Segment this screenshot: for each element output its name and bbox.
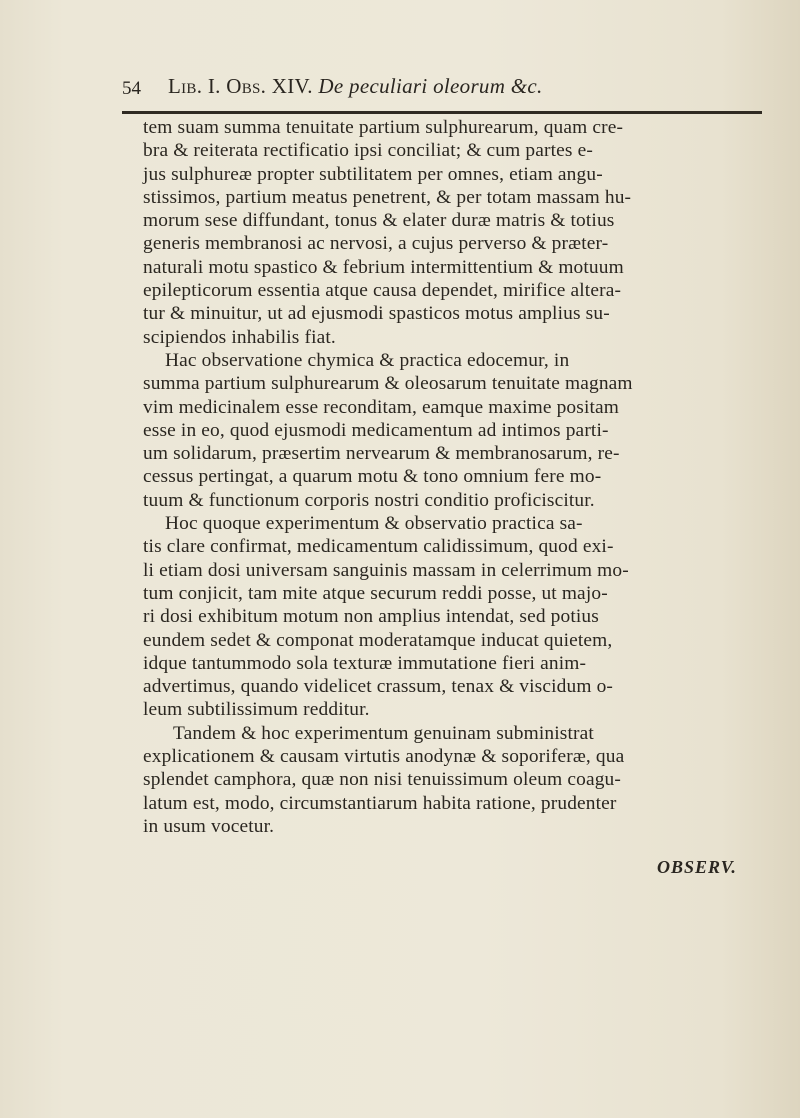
text-line: tis clare confirmat, medicamentum calidissimum, quod exi-: [143, 536, 614, 558]
text-line: tur & minuitur, ut ad ejusmodi spasticos motus amplius su-: [143, 303, 610, 325]
text-line: explicationem & causam virtutis anodynæ & soporiferæ, qua: [143, 746, 625, 768]
page-number: 54: [122, 78, 141, 99]
text-line: vim medicinalem esse reconditam, eamque maxime positam: [143, 396, 620, 418]
text-line: scipiendos inhabilis fiat.: [143, 326, 336, 348]
text-line: epilepticorum essentia atque causa dependet, mirifice altera-: [143, 280, 622, 302]
text-line: um solidarum, præsertim nervearum & membranosarum, re-: [143, 443, 620, 465]
text-line: in usum vocetur.: [143, 815, 275, 837]
running-header: [122, 74, 762, 108]
running-title: [168, 74, 543, 99]
text-line: jus sulphureæ propter subtilitatem per omnes, etiam angu-: [143, 163, 603, 185]
text-line: advertimus, quando videlicet crassum, tenax & viscidum o-: [143, 676, 614, 698]
observation-number: Obs. XIV.: [226, 74, 313, 98]
paragraph-start-line: Hac observatione chymica & practica edocemur, in: [165, 349, 570, 371]
paragraph-start-line: Hoc quoque experimentum & observatio practica sa-: [165, 513, 583, 535]
text-line: stissimos, partium meatus penetrent, & per totam massam hu-: [143, 186, 632, 208]
text-line: li etiam dosi universam sanguinis massam in celerrimum mo-: [143, 559, 629, 581]
text-line: latum est, modo, circumstantiarum habita ratione, prudenter: [143, 792, 617, 814]
paragraph-start-line: Tandem & hoc experimentum genuinam subministrat: [173, 722, 594, 744]
text-line: morum sese diffundant, tonus & elater duræ matris & totius: [143, 210, 615, 232]
text-line: splendet camphora, quæ non nisi tenuissimum oleum coagu-: [143, 769, 622, 791]
book-number: Lib. I.: [168, 74, 221, 98]
text-line: cessus pertingat, a quarum motu & tono omnium fere mo-: [143, 466, 602, 488]
text-line: tuum & functionum corporis nostri conditio proficiscitur.: [143, 489, 595, 511]
text-line: leum subtilissimum redditur.: [143, 699, 370, 721]
text-line: summa partium sulphurearum & oleosarum tenuitate magnam: [143, 373, 633, 395]
text-line: ri dosi exhibitum motum non amplius intendat, sed potius: [143, 606, 599, 628]
catchword: OBSERV.: [657, 857, 737, 877]
header-rule: [122, 111, 762, 114]
chapter-title: De peculiari oleorum &c.: [318, 74, 543, 98]
text-line: generis membranosi ac nervosi, a cujus perverso & præter-: [143, 233, 609, 255]
text-line: eundem sedet & componat moderatamque inducat quietem,: [143, 629, 613, 651]
text-line: idque tantummodo sola texturæ immutatione fieri anim-: [143, 652, 587, 674]
text-line: esse in eo, quod ejusmodi medicamentum ad intimos parti-: [143, 419, 609, 441]
text-line: tem suam summa tenuitate partium sulphurearum, quam cre-: [143, 117, 624, 138]
text-line: bra & reiterata rectificatio ipsi conciliat; & cum partes e-: [143, 140, 593, 162]
text-line: naturali motu spastico & febrium intermittentium & motuum: [143, 256, 624, 278]
text-line: tum conjicit, tam mite atque securum reddi posse, ut majo-: [143, 582, 608, 604]
body-text: [143, 116, 763, 838]
